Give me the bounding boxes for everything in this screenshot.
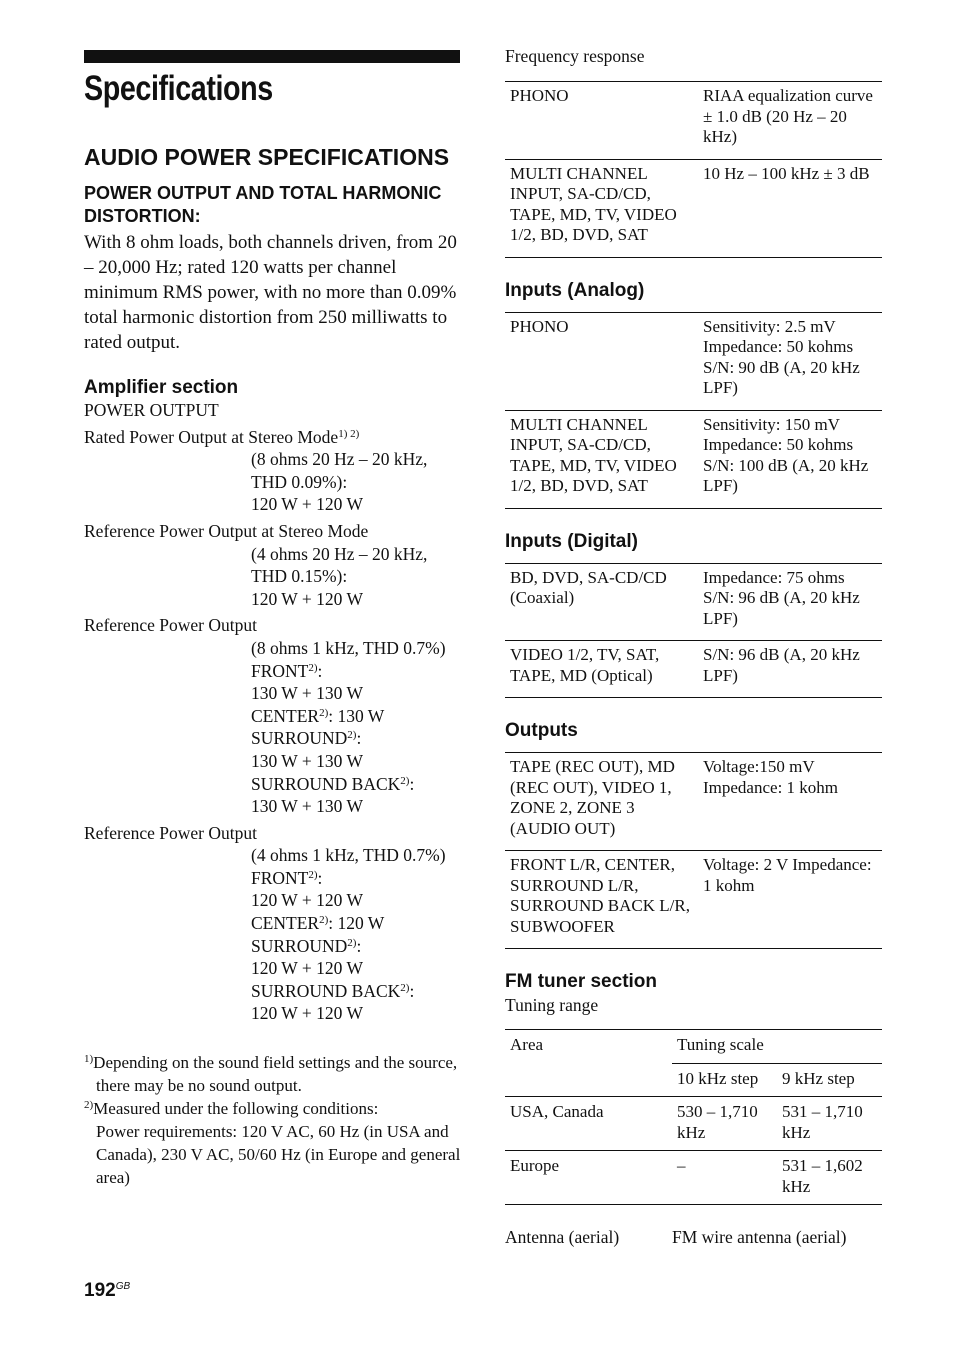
section-title: AUDIO POWER SPECIFICATIONS: [84, 144, 450, 170]
table-row: TAPE (REC OUT), MD (REC OUT), VIDEO 1, ZONE 2, ZONE 3 (AUDIO OUT) Voltage:150 mV Impedance: 1 kohm: [505, 753, 882, 851]
ref8-surround-value: 130 W + 130 W: [251, 750, 363, 771]
title-rule: [84, 50, 460, 63]
outputs-heading: Outputs: [505, 720, 578, 741]
antenna-row: [505, 1227, 883, 1248]
table-row: 10 kHz step 9 kHz step: [505, 1063, 882, 1097]
footnote-2: $^{2)}$Measured under the following conditions:: [84, 1099, 379, 1119]
rated-value: 120 W + 120 W: [251, 494, 363, 515]
inputs-digital-heading: Inputs (Digital): [505, 530, 638, 552]
table-row: USA, Canada 530 – 1,710 kHz 531 – 1,710 kHz: [505, 1097, 882, 1151]
rated-label: Rated Power Output at Stereo Mode$^{1) 2)}$: [84, 426, 360, 447]
ref8-sback-value: 130 W + 130 W: [251, 796, 363, 817]
ref8-front-value: 130 W + 130 W: [251, 683, 363, 704]
page-number: $192^{GB}$: [84, 1280, 131, 1301]
amplifier-heading: Amplifier section: [84, 377, 239, 398]
inputs-digital-table: [505, 563, 882, 699]
power-text: With 8 ohm loads, both channels driven, from 20 – 20,000 Hz; rated 120 watts per channel minimum RMS power, with no more than 0.09% total harmonic distortion from 250 milliwatts to rated output.: [84, 232, 457, 353]
rated-cond1: (8 ohms 20 Hz – 20 kHz,: [251, 449, 428, 470]
ref8-front: FRONT$^{2)}$:: [251, 660, 323, 681]
ref-stereo-label: Reference Power Output at Stereo Mode: [84, 520, 369, 541]
power-output-label: POWER OUTPUT: [84, 400, 219, 420]
fm-heading: FM tuner section: [505, 971, 658, 992]
left-column: [84, 50, 462, 1189]
freq-table: [505, 81, 882, 258]
ref8-sback: SURROUND BACK$^{2)}$:: [251, 773, 415, 794]
right-column: [505, 44, 883, 1248]
ref8-center: CENTER$^{2)}$: 130 W: [251, 705, 385, 726]
ref-stereo-cond2: THD 0.15%):: [251, 566, 348, 587]
footnote-1: $^{1)}$Depending on the sound field settings and the source, there may be no sound output.: [84, 1053, 458, 1096]
tuning-table: [505, 1029, 882, 1205]
ref-stereo-cond1: (4 ohms 20 Hz – 20 kHz,: [251, 543, 428, 564]
footnotes: [84, 1051, 462, 1189]
table-row: MULTI CHANNEL INPUT, SA-CD/CD, TAPE, MD, TV, VIDEO 1/2, BD, DVD, SAT 10 Hz – 100 kHz ± 3 dB: [505, 159, 882, 257]
outputs-table: [505, 752, 882, 949]
ref4-surround: SURROUND$^{2)}$:: [251, 935, 362, 956]
ref4-sback: SURROUND BACK$^{2)}$:: [251, 980, 415, 1001]
table-row: BD, DVD, SA-CD/CD (Coaxial) Impedance: 75 ohms S/N: 96 dB (A, 20 kHz LPF): [505, 563, 882, 641]
table-row: MULTI CHANNEL INPUT, SA-CD/CD, TAPE, MD, TV, VIDEO 1/2, BD, DVD, SAT Sensitivity: 150 mV Impedance: 50 kohms S/N: 100 dB (A, 20 kHz LPF): [505, 410, 882, 508]
ref4-front-value: 120 W + 120 W: [251, 890, 363, 911]
ref-stereo-value: 120 W + 120 W: [251, 588, 363, 609]
ref4-cond: (4 ohms 1 kHz, THD 0.7%): [251, 845, 446, 866]
ref8-surround: SURROUND$^{2)}$:: [251, 728, 362, 749]
inputs-analog-heading: Inputs (Analog): [505, 279, 645, 301]
table-row: FRONT L/R, CENTER, SURROUND L/R, SURROUND BACK L/R, SUBWOOFER Voltage: 2 V Impedance: 1 kohm: [505, 851, 882, 949]
inputs-analog-table: [505, 312, 882, 509]
table-row: PHONO RIAA equalization curve ± 1.0 dB (20 Hz – 20 kHz): [505, 82, 882, 160]
ref4-center: CENTER$^{2)}$: 120 W: [251, 913, 385, 934]
page-title: Specifications: [84, 69, 273, 108]
antenna-label: Antenna (aerial): [505, 1227, 620, 1247]
table-row: PHONO Sensitivity: 2.5 mV Impedance: 50 kohms S/N: 90 dB (A, 20 kHz LPF): [505, 312, 882, 410]
tuning-range-label: Tuning range: [505, 995, 599, 1015]
ref8-label: Reference Power Output: [84, 615, 257, 636]
rated-cond2: THD 0.09%):: [251, 471, 348, 492]
freq-caption: Frequency response: [505, 46, 645, 66]
ref4-surround-value: 120 W + 120 W: [251, 958, 363, 979]
ref4-sback-value: 120 W + 120 W: [251, 1003, 363, 1024]
table-row: VIDEO 1/2, TV, SAT, TAPE, MD (Optical) S/N: 96 dB (A, 20 kHz LPF): [505, 641, 882, 698]
ref4-label: Reference Power Output: [84, 822, 257, 843]
antenna-value: FM wire antenna (aerial): [672, 1227, 847, 1247]
power-heading: POWER OUTPUT AND TOTAL HARMONIC DISTORTION:: [84, 183, 442, 226]
ref8-cond: (8 ohms 1 kHz, THD 0.7%): [251, 637, 446, 658]
ref4-front: FRONT$^{2)}$:: [251, 867, 323, 888]
table-row: Europe – 531 – 1,602 kHz: [505, 1151, 882, 1205]
footnote-2-cont: Power requirements: 120 V AC, 60 Hz (in USA and Canada), 230 V AC, 50/60 Hz (in Europe and general area): [96, 1122, 461, 1188]
table-row: Area Tuning scale: [505, 1030, 882, 1064]
